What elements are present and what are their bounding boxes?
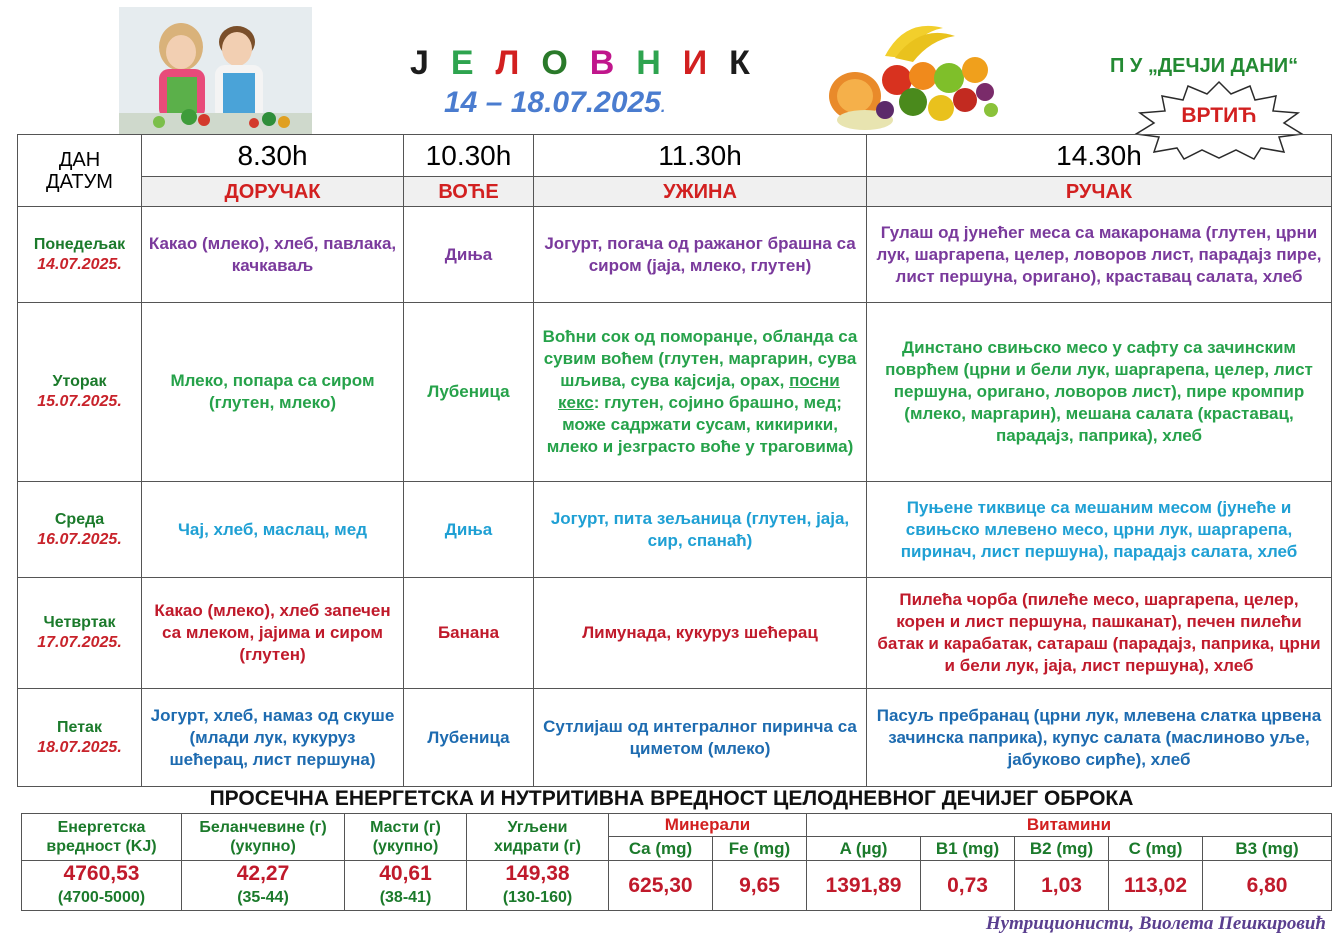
protein-label-line2: (укупно) bbox=[230, 838, 296, 855]
fruit-cell: Банана bbox=[404, 578, 534, 689]
title-letter: И bbox=[682, 44, 708, 82]
nutrition-table bbox=[21, 813, 1332, 911]
school-name: П У „ДЕЧЈИ ДАНИ“ bbox=[1110, 55, 1299, 77]
title-letter: Е bbox=[450, 44, 474, 82]
menu-table bbox=[17, 134, 1332, 787]
fat-value-cell bbox=[345, 861, 467, 911]
day-date: 18.07.2025. bbox=[37, 738, 122, 756]
fruit-basket-picture bbox=[825, 18, 1005, 136]
protein-value: 42,27 bbox=[236, 861, 290, 885]
table-row bbox=[18, 303, 1332, 482]
day-name: Петак bbox=[57, 718, 102, 736]
day-cell bbox=[18, 482, 142, 578]
kids-cooking-photo bbox=[119, 7, 312, 135]
title-letter: Ј bbox=[410, 44, 429, 82]
fat-label-line1: Масти (г) bbox=[370, 819, 441, 836]
vitamin-b1-header: B1 (mg) bbox=[921, 837, 1015, 861]
iron-header: Fe (mg) bbox=[713, 837, 807, 861]
carbs-value: 149,38 bbox=[505, 861, 570, 885]
lunch-cell: Пуњене тиквице са мешаним месом (јунеће и свињско млевено месо, црни лук, шаргарепа, пиринач, лист першуна), парадајз салата, хлеб bbox=[867, 482, 1332, 578]
day-name: Четвртак bbox=[43, 614, 116, 631]
energy-header bbox=[22, 814, 182, 861]
day-cell bbox=[18, 578, 142, 689]
title-letter: Л bbox=[495, 44, 520, 82]
fat-header bbox=[345, 814, 467, 861]
lunch-cell: Гулаш од јунећег меса са макаронама (глутен, црни лук, шаргарепа, целер, ловоров лист, парадајз пире, лист першуна, оригано), краставац салата, хлеб bbox=[867, 207, 1332, 303]
meal-lunch-header: РУЧАК bbox=[867, 177, 1332, 207]
vitamin-b2-header: B2 (mg) bbox=[1015, 837, 1109, 861]
fat-range: (38-41) bbox=[379, 888, 432, 906]
energy-range: (4700-5000) bbox=[57, 888, 146, 906]
vitamin-a-header: A (µg) bbox=[807, 837, 921, 861]
energy-label-line1: Енергетска bbox=[57, 819, 146, 836]
protein-range: (35-44) bbox=[237, 888, 289, 906]
carbs-range: (130-160) bbox=[502, 888, 573, 906]
nutritionist-signature: Нутриционисти, Виолета Пешкировић bbox=[985, 913, 1326, 934]
day-name: Среда bbox=[54, 510, 105, 528]
fruit-cell: Диња bbox=[404, 482, 534, 578]
kids-cooking-illustration bbox=[119, 7, 312, 135]
time-snack: 11.30h bbox=[534, 135, 867, 177]
fruit-cell: Лубеница bbox=[404, 689, 534, 787]
fat-value: 40,61 bbox=[379, 861, 432, 885]
lunch-cell: Динстано свињско месо у сафту са зачинским поврћем (црни и бели лук, шаргарепа, целер, лист першуна, оригано, ловоров лист), пире кромпир (млеко, маргарин), мешана салата (краставац, парадајз, паприка), хлеб bbox=[867, 303, 1332, 482]
breakfast-cell: Млеко, попара са сиром (глутен, млеко) bbox=[142, 303, 404, 482]
day-date: 17.07.2025. bbox=[37, 634, 122, 651]
date-header-label: ДАТУМ bbox=[46, 170, 113, 193]
title-letter: В bbox=[589, 44, 615, 82]
table-row bbox=[18, 207, 1332, 303]
date-dot: . bbox=[660, 99, 666, 116]
day-date: 16.07.2025. bbox=[37, 530, 122, 548]
protein-label-line1: Беланчевине (г) bbox=[199, 819, 327, 836]
carbs-label-line1: Угљени bbox=[507, 819, 568, 836]
fruit-illustration bbox=[825, 18, 1005, 136]
breakfast-cell: Какао (млеко), хлеб запечен са млеком, јајима и сиром (глутен) bbox=[142, 578, 404, 689]
calcium-header: Ca (mg) bbox=[609, 837, 713, 861]
table-row bbox=[18, 578, 1332, 689]
carbs-header bbox=[467, 814, 609, 861]
day-date-header bbox=[18, 135, 142, 207]
lunch-cell: Пилећа чорба (пилеће месо, шаргарепа, целер, корен и лист першуна, пашканат), печен пилећи батак и карабатак, сатараш (парадајз, паприка, црни и бели лук, јаја, лист першуна), хлеб bbox=[867, 578, 1332, 689]
nutrition-header-row bbox=[22, 814, 1332, 837]
snack-text-part1: Воћни сок од поморанџе, обланда са сувим воћем (глутен, маргарин, сува шљива, сува кајсија, орах, bbox=[542, 327, 858, 390]
calcium-value: 625,30 bbox=[609, 861, 713, 911]
carbs-value-cell bbox=[467, 861, 609, 911]
time-breakfast: 8.30h bbox=[142, 135, 404, 177]
lunch-cell: Пасуљ пребранац (црни лук, млевена слатка црвена зачинска паприка), купус салата (маслиново уље, јабуково сирће), хлеб bbox=[867, 689, 1332, 787]
day-cell bbox=[18, 207, 142, 303]
time-lunch: 14.30h bbox=[867, 135, 1332, 177]
vitamin-a-value: 1391,89 bbox=[807, 861, 921, 911]
menu-dates bbox=[444, 86, 665, 120]
meal-snack-header: УЖИНА bbox=[534, 177, 867, 207]
snack-underlined-text: посни кекс bbox=[558, 371, 840, 412]
table-header-row bbox=[18, 135, 1332, 177]
meal-fruit-header: ВОЋЕ bbox=[404, 177, 534, 207]
group-label: ВРТИЋ bbox=[1181, 104, 1257, 127]
day-cell bbox=[18, 689, 142, 787]
iron-value: 9,65 bbox=[713, 861, 807, 911]
day-header-label: ДАН bbox=[58, 148, 101, 171]
snack-text-part2: : глутен, сојино брашно, мед; може садржати сусам, кикирики, млеко и језграсто воће у траговима) bbox=[546, 393, 854, 456]
vitamin-c-value: 113,02 bbox=[1109, 861, 1203, 911]
breakfast-cell: Какао (млеко), хлеб, павлака, качкаваљ bbox=[142, 207, 404, 303]
vitamin-b1-value: 0,73 bbox=[921, 861, 1015, 911]
day-cell bbox=[18, 303, 142, 482]
table-row bbox=[18, 689, 1332, 787]
fruit-cell: Диња bbox=[404, 207, 534, 303]
snack-cell: Сутлијаш од интегралног пиринча са циметом (млеко) bbox=[534, 689, 867, 787]
breakfast-cell: Чај, хлеб, маслац, мед bbox=[142, 482, 404, 578]
energy-label-line2: вредност (KJ) bbox=[46, 838, 157, 855]
day-date: 15.07.2025. bbox=[37, 393, 122, 410]
snack-cell bbox=[534, 303, 867, 482]
title-letter: К bbox=[729, 44, 750, 82]
vitamins-header: Витамини bbox=[807, 814, 1332, 837]
carbs-label-line2: хидрати (г) bbox=[494, 838, 581, 855]
protein-header bbox=[182, 814, 345, 861]
breakfast-cell: Јогурт, хлеб, намаз од скуше (млади лук, кукуруз шећерац, лист першуна) bbox=[142, 689, 404, 787]
meal-breakfast-header: ДОРУЧАК bbox=[142, 177, 404, 207]
time-fruit: 10.30h bbox=[404, 135, 534, 177]
nutrition-values-row bbox=[22, 861, 1332, 911]
protein-value-cell bbox=[182, 861, 345, 911]
title-letter: О bbox=[541, 44, 568, 82]
table-row bbox=[18, 482, 1332, 578]
snack-cell: Јогурт, погача од ражаног брашна са сиром (јаја, млеко, глутен) bbox=[534, 207, 867, 303]
vitamin-c-header: C (mg) bbox=[1109, 837, 1203, 861]
day-name: Уторак bbox=[52, 373, 107, 390]
snack-cell: Јогурт, пита зељаница (глутен, јаја, сир, спанаћ) bbox=[534, 482, 867, 578]
nutrition-title: ПРОСЕЧНА ЕНЕРГЕТСКА И НУТРИТИВНА ВРЕДНОСТ ЦЕЛОДНЕВНОГ ДЕЧИЈЕГ ОБРОКА bbox=[209, 787, 1134, 810]
title-letter: Н bbox=[636, 44, 661, 82]
date-range: 14 – 18.07.2025 bbox=[444, 86, 661, 119]
minerals-header: Минерали bbox=[609, 814, 807, 837]
meal-header-row bbox=[18, 177, 1332, 207]
energy-value-cell bbox=[22, 861, 182, 911]
energy-value: 4760,53 bbox=[63, 861, 140, 885]
vitamin-b3-value: 6,80 bbox=[1203, 861, 1332, 911]
fruit-cell: Лубеница bbox=[404, 303, 534, 482]
day-name: Понедељак bbox=[33, 235, 126, 253]
snack-cell: Лимунада, кукуруз шећерац bbox=[534, 578, 867, 689]
menu-title bbox=[410, 44, 750, 84]
fat-label-line2: (укупно) bbox=[372, 838, 439, 855]
day-date: 14.07.2025. bbox=[37, 255, 122, 273]
vitamin-b3-header: B3 (mg) bbox=[1203, 837, 1332, 861]
vitamin-b2-value: 1,03 bbox=[1015, 861, 1109, 911]
